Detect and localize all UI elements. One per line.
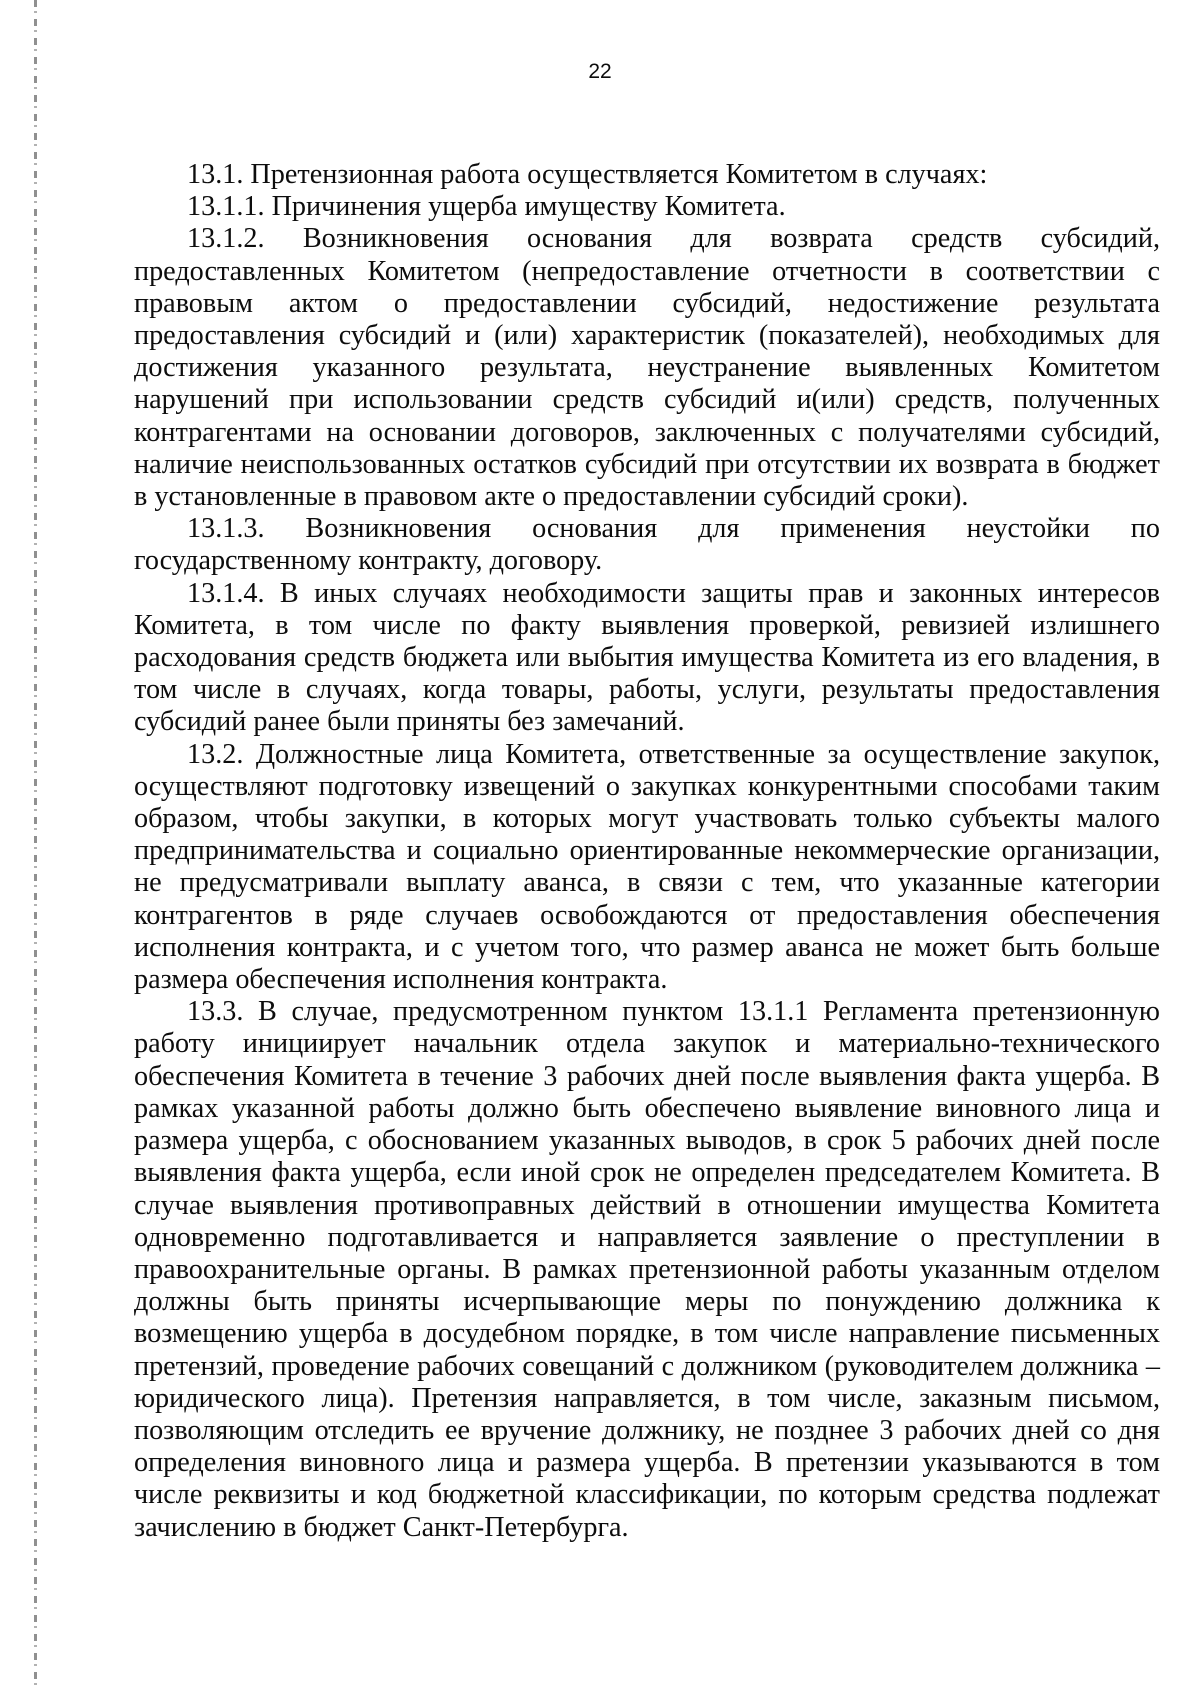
paragraph-13-1-2: 13.1.2. Возникновения основания для возврата средств субсидий, предоставленных Комитетом (непредоставление отчетности в соответствии с правовым актом о предоставлении субсидий, недостижение результата предоставления субсидий и (или) характеристик (показателей), необходимых для достижения указанного результата, неустранение выявленных Комитетом нарушений при использовании средств субсидий и(или) средств, полученных контрагентами на основании договоров, заключенных с получателями субсидий, наличие неиспользованных остатков субсидий при отсутствии их возврата в бюджет в установленные в правовом акте о предоставлении субсидий сроки). [134,223,1160,513]
paragraph-13-1-3: 13.1.3. Возникновения основания для применения неустойки по государственному контракту, договору. [134,513,1160,577]
paragraph-13-1-1: 13.1.1. Причинения ущерба имуществу Комитета. [187,191,786,223]
paragraph-13-1: 13.1. Претензионная работа осуществляется Комитетом в случаях: [187,159,988,190]
paragraph-13-1-4: 13.1.4. В иных случаях необходимости защиты прав и законных интересов Комитета, в том числе по факту выявления проверкой, ревизией излишнего расходования средств бюджета или выбытия имущества Комитета из его владения, в том числе в случаях, когда товары, работы, услуги, результаты предоставления субсидий ранее были приняты без замечаний. [134,577,1160,738]
page-number: 22 [588,60,612,83]
document-body [134,159,1160,1544]
paragraph-13-3: 13.3. В случае, предусмотренном пунктом 13.1.1 Регламента претензионную работу инициирует начальник отдела закупок и материально-технического обеспечения Комитета в течение 3 рабочих дней после выявления факта ущерба. В рамках указанной работы должно быть обеспечено выявление виновного лица и размера ущерба, с обоснованием указанных выводов, в срок 5 рабочих дней после выявления факта ущерба, если иной срок не определен председателем Комитета. В случае выявления противоправных действий в отношении имущества Комитета одновременно подготавливается и направляется заявление о преступлении в правоохранительные органы. В рамках претензионной работы указанным отделом должны быть приняты исчерпывающие меры по понуждению должника к возмещению ущерба в досудебном порядке, в том числе направление письменных претензий, проведение рабочих совещаний с должником (руководителем должника – юридического лица). Претензия направляется, в том числе, заказным письмом, позволяющим отследить ее вручение должнику, не позднее 3 рабочих дней со дня определения виновного лица и размера ущерба. В претензии указываются в том числе реквизиты и код бюджетной классификации, по которым средства подлежат зачислению в бюджет Санкт-Петербурга. [134,996,1160,1543]
paragraph-13-2: 13.2. Должностные лица Комитета, ответственные за осуществление закупок, осуществляют подготовку извещений о закупках конкурентными способами таким образом, чтобы закупки, в которых могут участвовать только субъекты малого предпринимательства и социально ориентированные некоммерческие организации, не предусматривали выплату аванса, в связи с тем, что указанные категории контрагентов в ряде случаев освобождаются от предоставления обеспечения исполнения контракта, и с учетом того, что размер аванса не может быть больше размера обеспечения исполнения контракта. [134,738,1160,996]
scan-edge-artifact [34,0,37,1685]
